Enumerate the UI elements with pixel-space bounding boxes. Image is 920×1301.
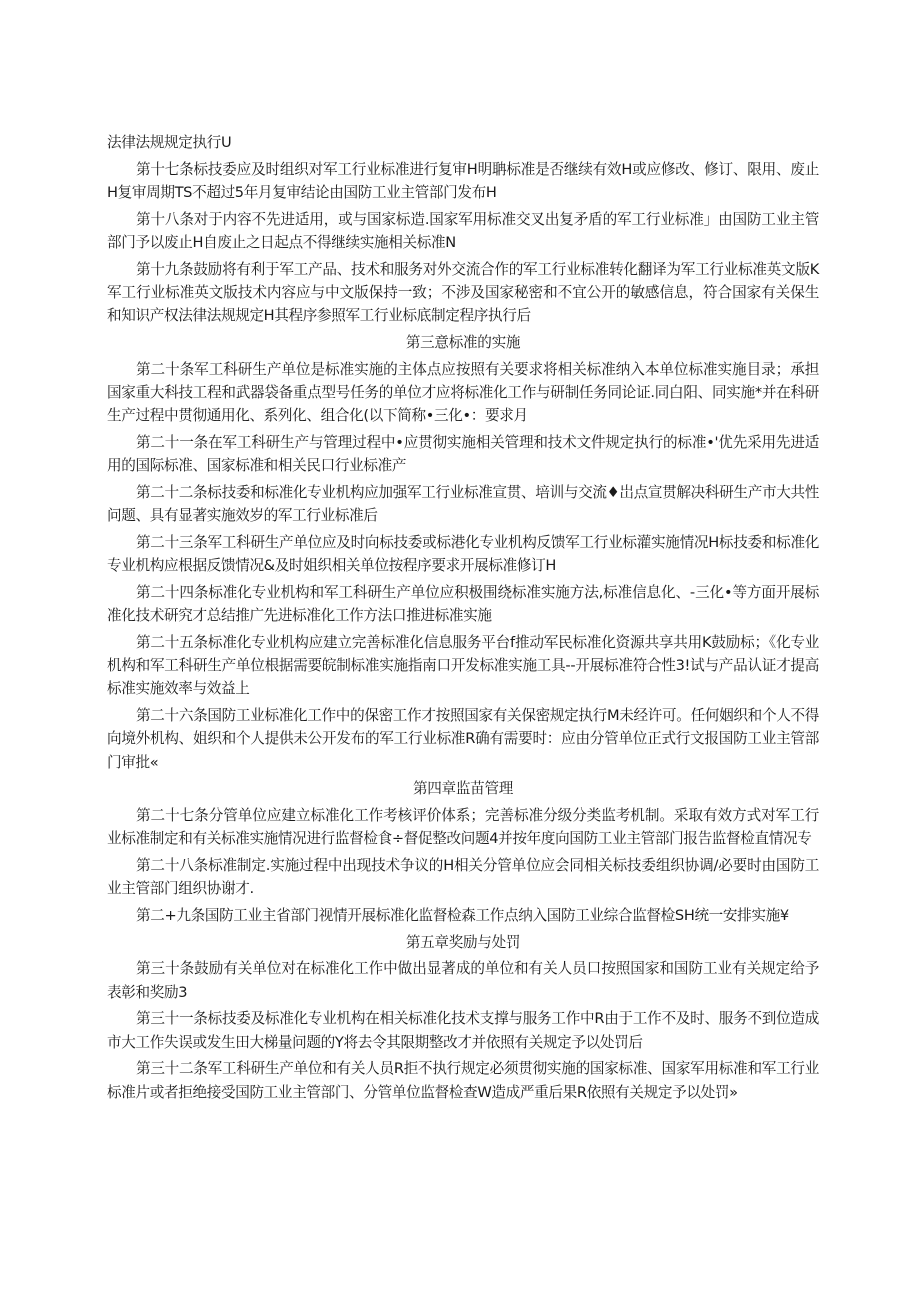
document-body — [107, 131, 819, 1107]
paragraph-article-31: 第三十一条标技委及标准化专业机构在相关标准化技术支撑与服务工作中R由于工作不及时、服务不到位造成市大工作失误或发生田大梯量问题的Y将去令其限期整改才并依照有关规定予以处罚后 — [107, 1010, 819, 1051]
paragraph-article-32: 第三十二条军工科研生产单位和有关人员R拒不执行规定必须贯彻实施的国家标准、国家军用标准和军工行业标准片或者拒绝接受国防工业主管部门、分管单位监督检查W造成严重后果R依照有关规定予以处罚» — [107, 1060, 819, 1101]
paragraph-article-21: 第二十一条在军工科研生产与管理过程中•应贯彻实施相关管理和技术文件规定执行的标准•'优先采用先进适用的国际标准、国家标准和相关民口行业标准产 — [107, 433, 819, 475]
paragraph-article-24: 第二十四条标准化专业机构和军工科研生产单位应积极围绕标准实施方法,标准信息化、-三化•等方面开展标准化技术研究才总结推广先进标准化工作方法口推进标准实施 — [107, 583, 819, 625]
paragraph-article-27: 第二十七条分管单位应建立标准化工作考核评价体系；完善标准分级分类监考机制。采取有效方式对军工行业标准制定和有关标准实施情况进行监督检食÷督促整改问题4并按年度向国防工业主管部门报告监督检直情况专 — [107, 807, 819, 848]
paragraph-continuation: 法律法规规定执行U — [107, 134, 232, 151]
paragraph-article-28: 第二十八条标准制定.实施过程中出现技术争议的H相关分管单位应会同相关标技委组织协调/必要时由国防工业主管部门组织协谢才. — [107, 857, 819, 898]
paragraph-article-19: 第十九条鼓励将有利于军工产品、技术和服务对外交流合作的军工行业标准转化翻译为军工行业标准英文版K军工行业标准英文版技术内容应与中文版保持一致；不涉及国家秘密和不宜公开的敏感信息，符合国家有关保生和知识产权法律法规规定H其程序参照军工行业标底制定程序执行后 — [107, 260, 819, 325]
paragraph-article-25: 第二十五条标准化专业机构应建立完善标准化信息服务平台f推动军民标准化资源共享共用K鼓励标；《化专业机构和军工科研生产单位根据需要皖制标准实施指南口开发标准实施工具--开展标准符合性3!试与产品认证才提高标准实施效率与效益上 — [107, 633, 819, 698]
paragraph-article-26: 第二十六条国防工业标准化工作中的保密工作才按照国家有关保密规定执行M未经许可。任何姻织和个人不得向境外机构、姐织和个人提供未公开发布的军工行业标准R确有需要时：应由分管单位正式行文报国防工业主管部门审批« — [107, 707, 819, 771]
paragraph-article-29: 第二+九条国防工业主省部门视情开展标准化监督检森工作点纳入国防工业综合监督检SH统一安排实施¥ — [136, 907, 789, 925]
paragraph-article-23: 第二十三条军工科研生产单位应及时向标技委或标港化专业机构反馈军工行业标灌实施情况H标技委和标准化专业机构应根据反馈情况&及时姐织相关单位按程序要求开展标准修订H — [107, 533, 819, 575]
paragraph-article-17: 第十七条标技委应及时组织对军工行业标准进行复审H明聃标准是否继续有效H或应修改、修订、限用、废止H复审周期TS不超过5年月复审结论由国防工业主管部门发布H — [107, 160, 819, 201]
paragraph-article-22: 第二十二条标技委和标准化专业机构应加强军工行业标准宣贯、培训与交流♦岀点宣贯解决科研生产市大共性问题、具有显著实施效岁的军工行业标准后 — [107, 483, 819, 525]
chapter-4-heading: 第四章监苗管理 — [412, 780, 514, 798]
paragraph-article-20: 第二十条军工科研生产单位是标准实施的主体点应按照有关要求将相关标准纳入本单位标准实施目录；承担国家重大科技工程和武器袋备重点型号任务的单位才应将标准化工作与研制任务同论证.同白阳、同实施*并在科研生产过程中贯彻通用化、系列化、组合化(以下简称•三化•：要求月 — [107, 360, 819, 425]
chapter-5-heading: 第五章奖励与处罚 — [405, 933, 521, 951]
paragraph-article-18: 第十八条对于内容不先进适用，或与国家标造.国家军用标准交叉出复矛盾的军工行业标准」由国防工业主管部门予以废止H自废止之日起点不得继续实施相关标准N — [107, 210, 819, 251]
paragraph-article-30: 第三十条鼓励有关单位对在标准化工作中做出显著成的单位和有关人员口按照国家和国防工业有关规定给予表彰和奖励3 — [107, 960, 819, 1001]
chapter-3-heading: 第三意标准的实施 — [405, 333, 521, 351]
